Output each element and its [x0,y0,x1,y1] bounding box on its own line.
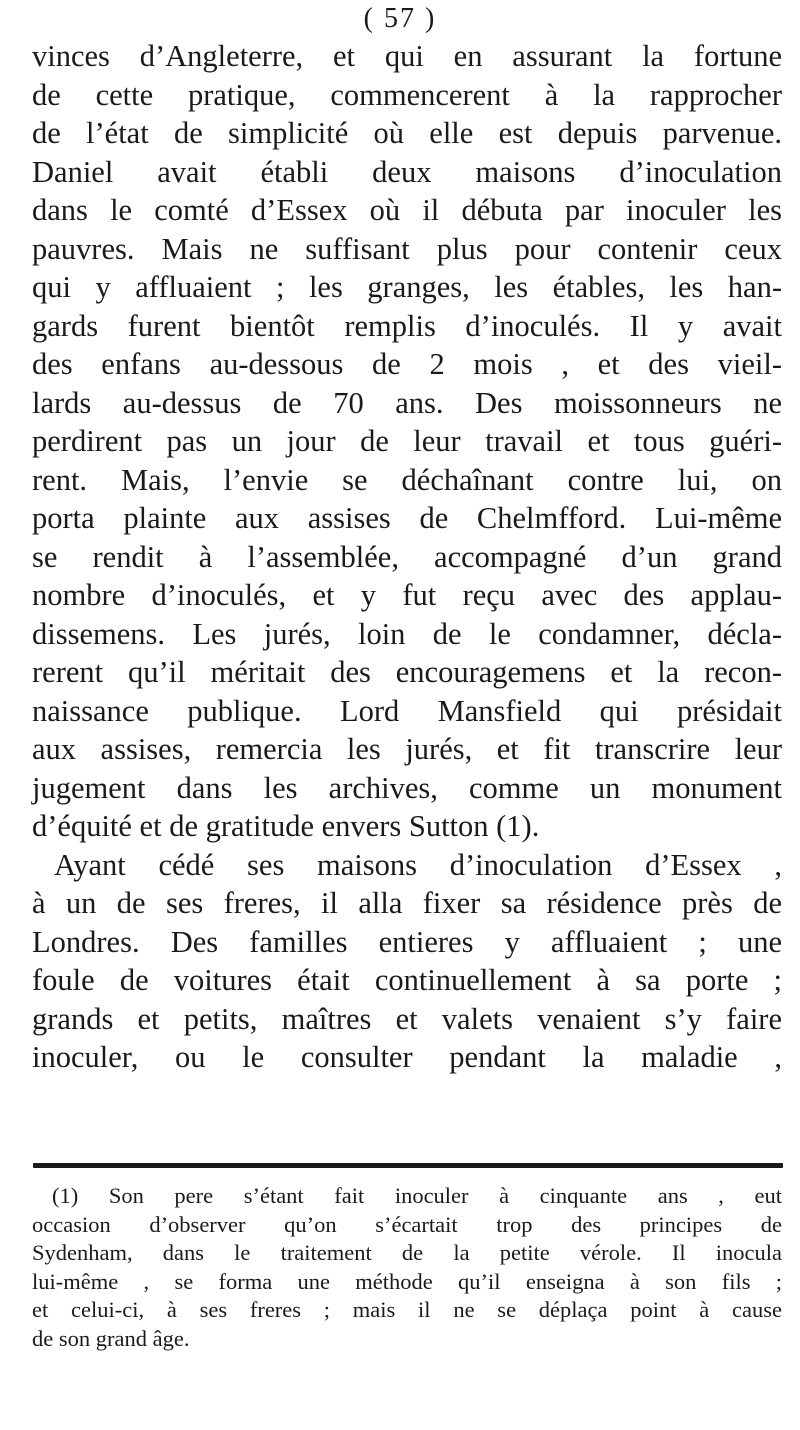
text-line: Londres. Des familles entieres y affluaient ; une [32,924,782,959]
footnote-line: (1) Son pere s’étant fait inoculer à cinquante ans , eut [52,1183,782,1208]
text-line: vinces d’Angleterre, et qui en assurant la fortune [32,39,782,73]
text-line: Daniel avait établi deux maisons d’inoculation [32,154,782,189]
text-line: inoculer, ou le consulter pendant la maladie , [32,1040,782,1074]
text-line: jugement dans les archives, comme un monument [32,770,782,805]
text-line: des enfans au-dessous de 2 mois , et des vieil- [32,347,782,381]
footnote-divider [33,1163,783,1168]
text-line: Ayant cédé ses maisons d’inoculation d’Essex , [54,847,782,882]
text-line: rent. Mais, l’envie se déchaînant contre lui, on [32,462,782,497]
text-line: lards au-dessus de 70 ans. Des moissonneurs ne [32,385,782,420]
text-line: foule de voitures était continuellement à sa porte ; [32,963,782,997]
text-line: dans le comté d’Essex où il débuta par inoculer les [32,193,782,227]
text-line: d’équité et de gratitude envers Sutton (1). [32,809,540,843]
text-line: de l’état de simplicité où elle est depuis parvenue. [32,116,782,150]
page-number: ( 57 ) [363,3,437,34]
main-text [32,37,782,1077]
text-line: dissemens. Les jurés, loin de le condamner, décla- [32,616,782,651]
footnote-line: occasion d’observer qu’on s’écartait trop des principes de [32,1211,782,1237]
text-line: gards furent bientôt remplis d’inoculés. Il y avait [32,308,782,343]
footnote-line: de son grand âge. [32,1325,190,1351]
text-line: rerent qu’il méritait des encouragemens et la recon- [32,655,782,689]
text-line: nombre d’inoculés, et y fut reçu avec des applau- [32,578,782,612]
text-line: perdirent pas un jour de leur travail et tous guéri- [32,424,782,458]
text-line: grands et petits, maîtres et valets venaient s’y faire [32,1001,782,1036]
footnote [32,1182,782,1353]
text-line: porta plainte aux assises de Chelmfford. Lui-même [32,501,782,535]
text-line: de cette pratique, commencerent à la rapprocher [32,77,782,112]
footnote-line: et celui-ci, à ses freres ; mais il ne se déplaça point à cause [32,1297,782,1322]
text-line: aux assises, remercia les jurés, et fit transcrire leur [32,732,782,766]
text-line: naissance publique. Lord Mansfield qui présidait [32,693,782,728]
text-line: pauvres. Mais ne suffisant plus pour contenir ceux [32,231,782,266]
footnote-line: lui-même , se forma une méthode qu’il enseigna à son fils ; [32,1268,782,1294]
text-line: qui y affluaient ; les granges, les étables, les han- [32,270,782,304]
text-line: se rendit à l’assemblée, accompagné d’un grand [32,539,782,574]
footnote-line: Sydenham, dans le traitement de la petite vérole. Il inocula [32,1240,782,1265]
text-line: à un de ses freres, il alla fixer sa résidence près de [32,886,782,920]
